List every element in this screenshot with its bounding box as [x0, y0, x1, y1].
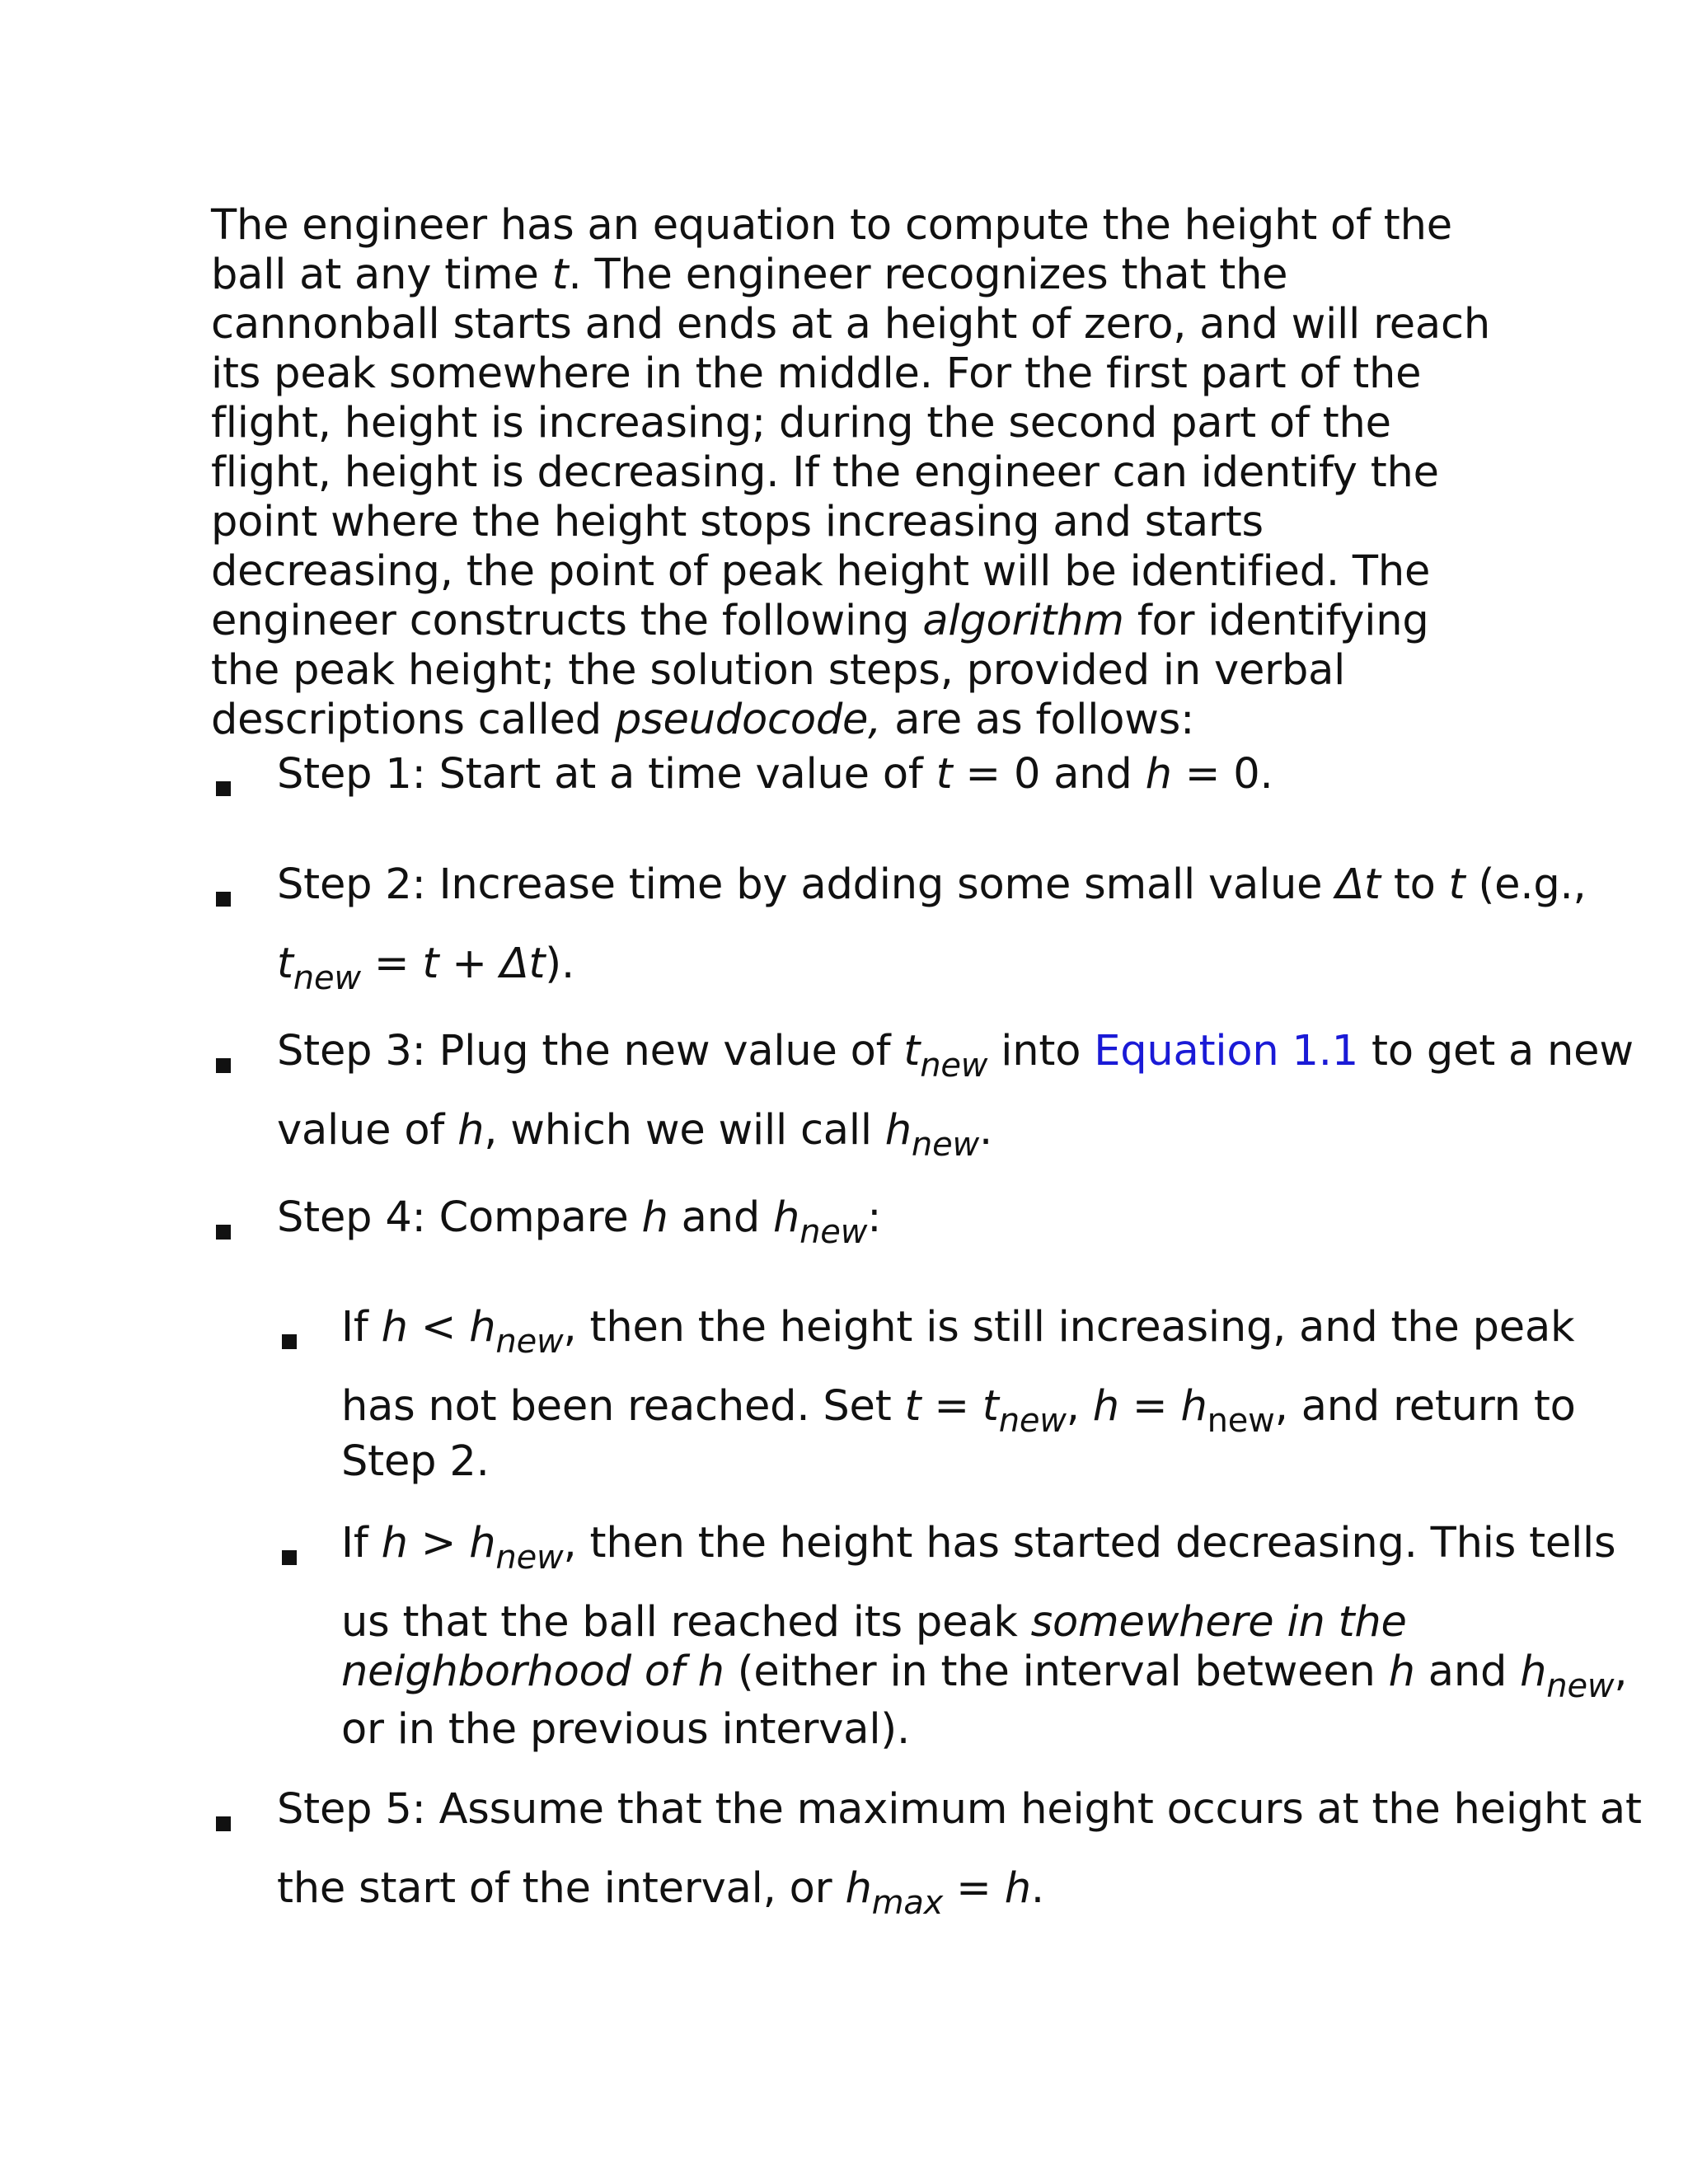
- bullet-icon: [216, 892, 231, 907]
- step-4b-line-2: us that the ball reached its peak somewhere in the: [341, 1598, 1407, 1647]
- step-4a-line-2: has not been reached. Set $t = t_{new}$, $h = h_{new}$, and return to: [341, 1382, 1576, 1440]
- bullet-icon: [282, 1334, 297, 1349]
- intro-term-algorithm: algorithm: [922, 597, 1124, 645]
- step-4b-text: If $h > h_{new}$, then the height has started decreasing. This tells: [341, 1519, 1616, 1577]
- step-4-text: Step 4: Compare h and $h_{new}$:: [277, 1193, 882, 1251]
- step-3-line-2: value of h, which we will call $h_{new}$.: [277, 1106, 993, 1164]
- step-4a-line-3: Step 2.: [341, 1437, 490, 1486]
- intro-paragraph: [211, 201, 1497, 745]
- step-4a-text: If $h < h_{new}$, then the height is still increasing, and the peak: [341, 1303, 1575, 1361]
- bullet-icon: [216, 1225, 231, 1240]
- bullet-icon: [216, 1816, 231, 1831]
- step-2-formula: $t_{new} = t + \Delta t$).: [277, 940, 575, 997]
- intro-text-3: for identifying the peak height; the solution steps, provided in verbal descriptions called: [211, 597, 1429, 744]
- intro-text-4: are as follows:: [881, 696, 1195, 744]
- equation-1-1-link[interactable]: Equation 1.1: [1094, 1027, 1359, 1076]
- bullet-icon: [282, 1550, 297, 1565]
- intro-term-pseudocode: pseudocode,: [614, 696, 882, 744]
- bullet-icon: [216, 781, 231, 796]
- intro-text-1: The engineer has an equation to compute the height of the ball at any time: [211, 201, 1452, 299]
- step-4b-line-4: or in the previous interval).: [341, 1705, 910, 1754]
- step-2-text: Step 2: Increase time by adding some small value Δt to t (e.g.,: [277, 860, 1587, 909]
- intro-text-2: . The engineer recognizes that the cannonball starts and ends at a height of zero, and will reach its peak somewhere in the middle. For the first part of the flight, height is increasing; during the second part of the flight, height is decreasing. If the engineer can identify the point where the height stops increasing and starts decreasing, the point of peak height will be identified. The engineer constructs the following: [211, 251, 1490, 645]
- step-3-text: Step 3: Plug the new value of $t_{new}$ into Equation 1.1 to get a new: [277, 1027, 1634, 1085]
- bullet-icon: [216, 1058, 231, 1073]
- step-1-text: Step 1: Start at a time value of t = 0 and h = 0.: [277, 750, 1273, 799]
- intro-var-t: t: [551, 251, 569, 299]
- step-4b-line-3: neighborhood of h (either in the interval between h and $h_{new}$,: [341, 1647, 1628, 1705]
- step-5-line-2: the start of the interval, or $h_{max} = h$.: [277, 1864, 1044, 1922]
- step-5-text: Step 5: Assume that the maximum height occurs at the height at: [277, 1785, 1642, 1834]
